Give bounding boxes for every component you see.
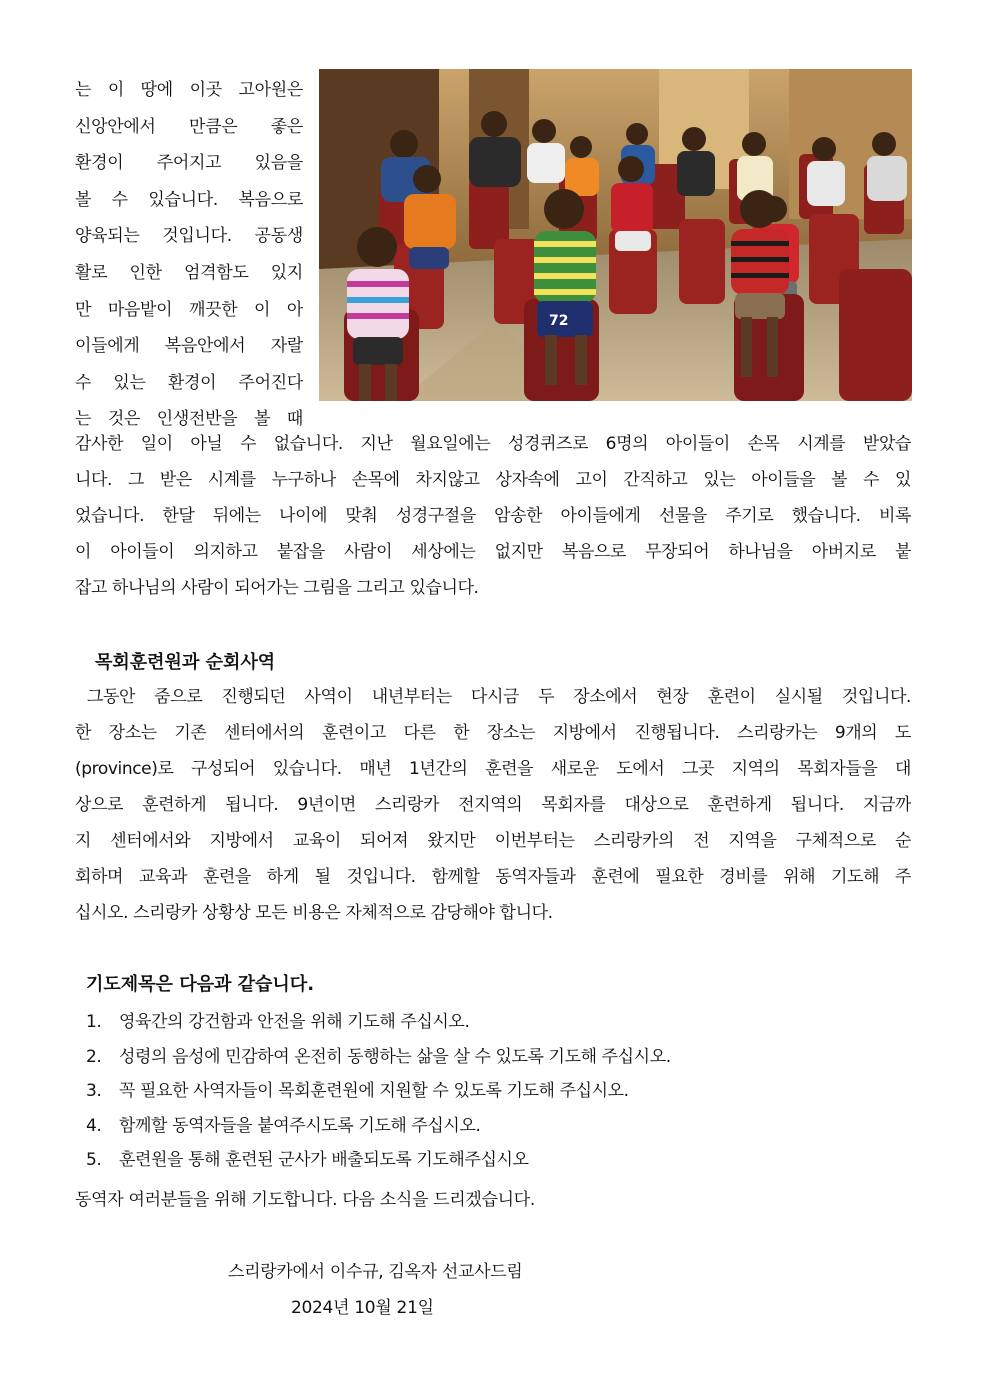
intro-line: 활로 인한 엄격함도 있지 bbox=[75, 262, 303, 283]
list-item-text: 꼭 필요한 사역자들이 목회훈련원에 지원할 수 있도록 기도해 주십시오. bbox=[119, 1081, 629, 1101]
intro-line: 만 마음밭이 깨끗한 이 아 bbox=[75, 299, 303, 320]
paragraph-line: 었습니다. 한달 뒤에는 나이에 맞춰 성경구절을 암송한 아이들에게 선물을 주기로 했습니다. 비록 bbox=[75, 506, 911, 526]
list-item bbox=[86, 1109, 906, 1144]
list-item-text: 함께할 동역자들을 붙여주시도록 기도해 주십시오. bbox=[119, 1115, 481, 1136]
paragraph-line: 십시오. 스리랑카 상황상 모든 비용은 자체적으로 감당해야 합니다. bbox=[75, 903, 553, 923]
paragraph-line: 지 센터에서와 지방에서 교육이 되어져 왔지만 이번부터는 스리랑카의 전 지역을 구체적으로 순 bbox=[75, 831, 911, 851]
intro-line: 신앙안에서 만큼은 좋은 bbox=[75, 116, 303, 137]
section-heading-prayer: 기도제목은 다음과 같습니다. bbox=[86, 974, 315, 995]
list-item-text: 영육간의 강건함과 안전을 위해 기도해 주십시오. bbox=[119, 1012, 470, 1032]
paragraph-line: 한 장소는 기존 센터에서의 훈련이고 다른 한 장소는 지방에서 진행됩니다. 스리랑카는 9개의 도 bbox=[75, 723, 911, 743]
children-photo-illustration bbox=[319, 69, 912, 401]
list-item-number: 2. bbox=[86, 1046, 102, 1067]
list-item-text: 훈련원을 통해 훈련된 군사가 배출되도록 기도해주십시오 bbox=[119, 1150, 529, 1170]
paragraph-line: 그동안 줌으로 진행되던 사역이 내년부터는 다시금 두 장소에서 현장 훈련이 실시될 것입니다. bbox=[87, 687, 911, 707]
paragraph-line: 감사한 일이 아닐 수 없습니다. 지난 월요일에는 성경퀴즈로 6명의 아이들이 손목 시계를 받았습 bbox=[75, 434, 911, 454]
list-item-number: 1. bbox=[86, 1012, 102, 1032]
children-photo bbox=[319, 69, 912, 401]
signature: 스리랑카에서 이수규, 김옥자 선교사드림 bbox=[228, 1262, 523, 1282]
closing-line: 동역자 여러분들을 위해 기도합니다. 다음 소식을 드리겠습니다. bbox=[75, 1190, 536, 1210]
list-item bbox=[86, 1074, 906, 1109]
list-item bbox=[86, 1005, 906, 1040]
list-item-number: 4. bbox=[86, 1115, 102, 1136]
paragraph-line: 니다. 그 받은 시계를 누구하나 손목에 차지않고 상자속에 고이 간직하고 있는 아이들을 볼 수 있 bbox=[75, 470, 911, 490]
paragraph-line: (province)로 구성되어 있습니다. 매년 1년간의 훈련을 새로운 도에서 그곳 지역의 목회자들을 대 bbox=[75, 759, 911, 779]
paragraph-line: 회하며 교육과 훈련을 하게 될 것입니다. 함께할 동역자들과 훈련에 필요한 경비를 위해 기도해 주 bbox=[75, 867, 911, 887]
paragraph-line: 이 아이들이 의지하고 붙잡을 사람이 세상에는 없지만 복음으로 무장되어 하나님을 아버지로 붙 bbox=[75, 542, 911, 562]
section-heading-training: 목회훈련원과 순회사역 bbox=[95, 652, 276, 673]
paragraph-line: 상으로 훈련하게 됩니다. 9년이면 스리랑카 전지역의 목회자를 대상으로 훈련하게 됩니다. 지금까 bbox=[75, 795, 911, 815]
list-item bbox=[86, 1040, 906, 1075]
list-item-text: 성령의 음성에 민감하여 온전히 동행하는 삶을 살 수 있도록 기도해 주십시오. bbox=[119, 1046, 671, 1067]
intro-line: 이들에게 복음안에서 자랄 bbox=[75, 336, 303, 357]
intro-line: 는 이 땅에 이곳 고아원은 bbox=[75, 80, 303, 100]
prayer-list bbox=[86, 1005, 906, 1178]
intro-paragraph bbox=[75, 426, 911, 606]
intro-line: 볼 수 있습니다. 복음으로 bbox=[75, 189, 303, 210]
list-item-number: 5. bbox=[86, 1150, 102, 1170]
list-item bbox=[86, 1143, 906, 1178]
intro-wrapped-text bbox=[75, 72, 303, 438]
training-paragraph bbox=[75, 679, 911, 931]
shirt-number-text: 72 bbox=[549, 313, 569, 329]
letter-date: 2024년 10월 21일 bbox=[291, 1298, 434, 1318]
list-item-number: 3. bbox=[86, 1081, 102, 1101]
intro-line: 는 것은 인생전반을 볼 때 bbox=[75, 409, 303, 430]
paragraph-line: 잡고 하나님의 사람이 되어가는 그림을 그리고 있습니다. bbox=[75, 578, 479, 598]
intro-line: 환경이 주어지고 있음을 bbox=[75, 153, 303, 174]
intro-line: 양육되는 것입니다. 공동생 bbox=[75, 226, 303, 247]
intro-line: 수 있는 환경이 주어진다 bbox=[75, 372, 303, 393]
